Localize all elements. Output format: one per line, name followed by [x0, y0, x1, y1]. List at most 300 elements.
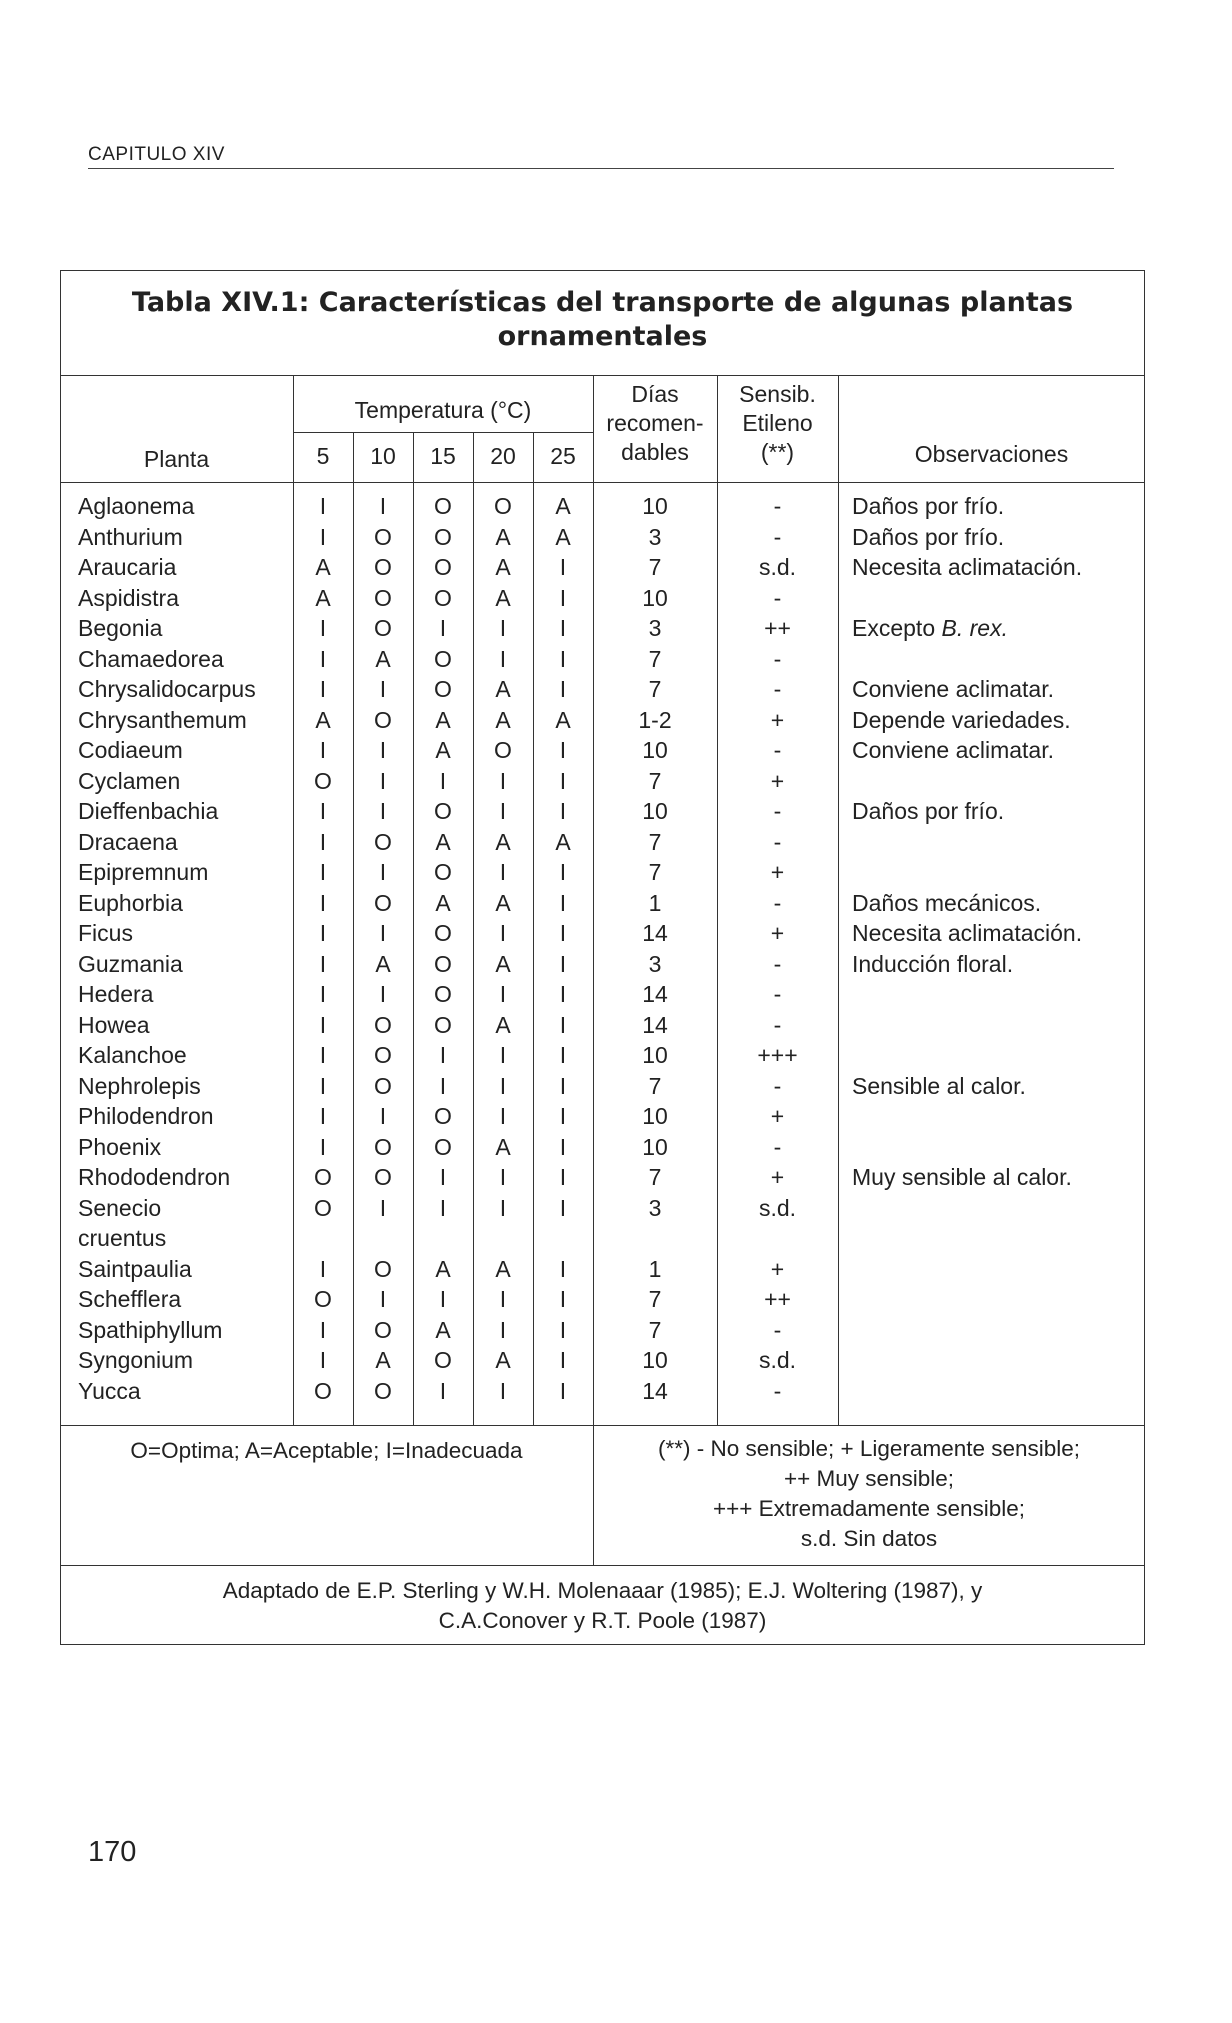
header-ethylene-line3: (**) [760, 439, 795, 465]
plant-name: Philodendron [78, 1103, 214, 1129]
ethylene-cell: + [770, 767, 785, 794]
temp-10-cell: I [379, 859, 387, 885]
temp-subheader-divider [293, 432, 593, 433]
temp-20-cell: I [499, 767, 507, 794]
temp-25-cell: I [559, 1347, 567, 1373]
days-cell: 7 [648, 645, 662, 672]
ethylene-cell [717, 1223, 838, 1254]
temp-15-cell: I [439, 1194, 447, 1221]
ethylene-cell: + [770, 920, 785, 946]
ethylene-cell: - [773, 1377, 782, 1404]
header-temperature: Temperatura (°C) [354, 397, 532, 423]
temp-20-cell: I [499, 1286, 507, 1312]
observation-cell: Conviene aclimatar. [852, 676, 1054, 702]
observation-cell: Necesita aclimatación. [852, 920, 1083, 946]
temp-20-cell: I [499, 1194, 507, 1221]
days-cell [593, 1223, 717, 1254]
ethylene-cell: - [773, 889, 782, 916]
plant-name: Syngonium [78, 1347, 194, 1373]
observation-cell: Inducción floral. [852, 950, 1014, 977]
days-cell: 3 [648, 950, 662, 977]
temp-25-cell: I [559, 1194, 567, 1221]
temp-15-cell: O [434, 981, 452, 1007]
plant-name: Cyclamen [78, 767, 181, 794]
body-divider [60, 1425, 1145, 1426]
temp-20-cell: A [495, 1011, 511, 1038]
temp-10-cell: I [379, 798, 387, 824]
observation-cell [852, 827, 1145, 858]
temp-25-cell: I [559, 1164, 567, 1190]
observation-cell: Daños por frío. [852, 523, 1005, 550]
temp-5-cell: A [315, 706, 331, 733]
legend-right-line4: s.d. Sin datos [800, 1526, 938, 1551]
days-cell: 10 [642, 1347, 668, 1373]
source-note [60, 1576, 1145, 1636]
temp-20-cell: A [495, 950, 511, 977]
ethylene-cell: - [773, 798, 782, 824]
chapter-rule [88, 168, 1114, 169]
temp-5-cell: O [314, 1377, 332, 1404]
temp-15-cell: I [439, 1072, 447, 1099]
temp-10-cell: A [375, 1347, 391, 1373]
ethylene-cell: - [773, 1072, 782, 1099]
temp-10-cell: O [374, 1011, 392, 1038]
plant-name: Hedera [78, 981, 154, 1007]
observation-cell [852, 1132, 1145, 1163]
temp-5-cell: I [319, 920, 327, 946]
temp-20-cell: A [495, 828, 511, 855]
temp-15-cell: I [439, 1042, 447, 1068]
plant-name: cruentus [78, 1225, 167, 1251]
temp-5-cell: I [319, 1133, 327, 1160]
ethylene-cell: - [773, 950, 782, 977]
observation-cell: Sensible al calor. [852, 1072, 1026, 1099]
plant-name: Codiaeum [78, 737, 183, 763]
header-temp-15: 15 [430, 443, 456, 469]
observation-cell [852, 644, 1145, 675]
temp-10-cell: O [374, 615, 392, 641]
observation-cell [852, 766, 1145, 797]
observation-cell [852, 857, 1145, 888]
temp-5-cell: O [314, 1286, 332, 1312]
temp-10-cell: I [379, 1194, 387, 1221]
temp-25-column [533, 491, 593, 1406]
temp-10-cell: I [379, 920, 387, 946]
legend-left: O=Optima; A=Aceptable; I=Inadecuada [130, 1438, 523, 1463]
legend-right-line1: (**) - No sensible; + Ligeramente sensible; [657, 1436, 1081, 1461]
observation-cell [852, 1040, 1145, 1071]
temp-20-cell: A [495, 1255, 511, 1282]
plant-name: Begonia [78, 615, 163, 641]
temp-5-cell: I [319, 523, 327, 550]
observation-cell [852, 1223, 1145, 1254]
observation-cell [852, 1193, 1145, 1224]
temp-20-cell: A [495, 676, 511, 702]
temp-10-cell: I [379, 493, 387, 519]
temp-15-cell: O [434, 676, 452, 702]
temp-10-cell: O [374, 889, 392, 916]
header-temp-25: 25 [550, 443, 576, 469]
header-observations: Observaciones [914, 441, 1069, 467]
days-cell: 10 [642, 1103, 668, 1129]
temp-5-cell: I [319, 493, 327, 519]
header-temp-5: 5 [316, 443, 330, 469]
ethylene-cell: - [773, 1011, 782, 1038]
temp-25-cell: I [559, 1255, 567, 1282]
days-cell: 7 [648, 1286, 662, 1312]
temp-20-cell: I [499, 645, 507, 672]
observation-cell: Muy sensible al calor. [852, 1164, 1072, 1190]
observation-cell: Conviene aclimatar. [852, 737, 1054, 763]
temp-5-cell: I [319, 828, 327, 855]
plant-name: Guzmania [78, 950, 183, 977]
temp-10-cell: O [374, 1255, 392, 1282]
temp-25-cell: I [559, 950, 567, 977]
temp-25-cell: I [559, 767, 567, 794]
temp-20-cell: A [495, 554, 511, 580]
temp-25-cell: I [559, 1042, 567, 1068]
observation-cell: Daños por frío. [852, 798, 1005, 824]
temp-20-column [473, 491, 533, 1406]
table-title [60, 286, 1145, 354]
days-cell: 14 [642, 1377, 668, 1404]
temp-10-cell [353, 1223, 413, 1254]
days-cell: 3 [648, 1194, 662, 1221]
plant-name: Chamaedorea [78, 645, 224, 672]
ethylene-cell: + [770, 1164, 785, 1190]
vline-sens [838, 375, 839, 1425]
ethylene-cell: - [773, 737, 782, 763]
temp-10-cell: O [374, 554, 392, 580]
plant-name: Aspidistra [78, 584, 179, 611]
days-cell: 7 [648, 1072, 662, 1099]
observation-cell: Daños mecánicos. [852, 889, 1042, 916]
days-cell: 1 [648, 1255, 662, 1282]
ethylene-cell: + [770, 859, 785, 885]
source-note-line2: C.A.Conover y R.T. Poole (1987) [438, 1608, 767, 1633]
plant-name: Howea [78, 1011, 150, 1038]
temp-10-cell: A [375, 645, 391, 672]
days-cell: 10 [642, 1133, 668, 1160]
temp-20-cell: I [499, 1164, 507, 1190]
days-column [593, 491, 717, 1406]
temp-10-cell: O [374, 828, 392, 855]
temp-10-cell: I [379, 981, 387, 1007]
observation-cell: Necesita aclimatación. [852, 554, 1083, 580]
observation-cell [852, 979, 1145, 1010]
temp-5-cell: I [319, 615, 327, 641]
legend-right [593, 1434, 1145, 1554]
header-plant: Planta [143, 446, 210, 472]
temp-15-cell: O [434, 523, 452, 550]
temp-15-cell: O [434, 493, 452, 519]
plant-name: Spathiphyllum [78, 1316, 223, 1343]
observation-cell: Daños por frío. [852, 493, 1005, 519]
days-cell: 10 [642, 493, 668, 519]
temp-5-column [293, 491, 353, 1406]
plant-name: Schefflera [78, 1286, 182, 1312]
plant-name: Phoenix [78, 1133, 162, 1160]
temp-15-cell: O [434, 1133, 452, 1160]
plant-name: Saintpaulia [78, 1255, 192, 1282]
days-cell: 14 [642, 981, 668, 1007]
plant-name: Aglaonema [78, 493, 195, 519]
chapter-header: CAPITULO XIV [88, 144, 225, 165]
temp-10-column [353, 491, 413, 1406]
temp-20-cell: I [499, 920, 507, 946]
temp-10-cell: I [379, 767, 387, 794]
temp-5-cell: I [319, 1347, 327, 1373]
temp-25-cell: I [559, 1377, 567, 1404]
plant-name: Epipremnum [78, 859, 209, 885]
temp-15-cell: A [435, 737, 451, 763]
temp-5-cell: A [315, 554, 331, 580]
days-cell: 10 [642, 798, 668, 824]
temp-20-cell: O [494, 737, 512, 763]
ethylene-cell: - [773, 584, 782, 611]
temp-5-cell: I [319, 676, 327, 702]
temp-10-cell: O [374, 1133, 392, 1160]
temp-15-cell: I [439, 615, 447, 641]
temp-5-cell: I [319, 950, 327, 977]
temp-5-cell: O [314, 1164, 332, 1190]
header-temp-10: 10 [370, 443, 396, 469]
temp-15-cell: A [435, 828, 451, 855]
days-cell: 14 [642, 920, 668, 946]
temp-20-cell: A [495, 889, 511, 916]
temp-15-cell: A [435, 706, 451, 733]
temp-20-cell: I [499, 1377, 507, 1404]
table-title-line2: ornamentales [497, 321, 708, 352]
observations-column [852, 491, 1145, 1406]
temp-20-cell: A [495, 1347, 511, 1373]
ethylene-cell: + [770, 1255, 785, 1282]
days-cell: 3 [648, 615, 662, 641]
observation-cell: Depende variedades. [852, 706, 1071, 733]
page-number: 170 [88, 1836, 137, 1868]
legend-right-line2: ++ Muy sensible; [783, 1466, 955, 1491]
observation-cell [852, 583, 1145, 614]
days-cell: 7 [648, 676, 662, 702]
temp-10-cell: O [374, 1072, 392, 1099]
header-temp-20: 20 [490, 443, 516, 469]
temp-5-cell: O [314, 767, 332, 794]
days-cell: 7 [648, 859, 662, 885]
ethylene-cell: - [773, 493, 782, 519]
temp-25-cell: I [559, 859, 567, 885]
temp-25-cell: A [555, 523, 571, 550]
plant-name: Araucaria [78, 554, 177, 580]
temp-10-cell: A [375, 950, 391, 977]
temp-5-cell: I [319, 1103, 327, 1129]
observation-cell [852, 1315, 1145, 1346]
temp-10-cell: O [374, 1164, 392, 1190]
plant-name: Chrysalidocarpus [78, 676, 256, 702]
days-cell: 1 [648, 889, 662, 916]
ethylene-cell: - [773, 645, 782, 672]
header-ethylene-line2: Etileno [742, 410, 813, 436]
temp-25-cell: I [559, 889, 567, 916]
temp-5-cell [293, 1223, 353, 1254]
days-cell: 7 [648, 1316, 662, 1343]
temp-15-cell: O [434, 645, 452, 672]
legend-right-line3: +++ Extremadamente sensible; [712, 1496, 1026, 1521]
temp-5-cell: I [319, 645, 327, 672]
temp-10-cell: I [379, 737, 387, 763]
days-cell: 7 [648, 828, 662, 855]
observation-cell [852, 1254, 1145, 1285]
ethylene-cell: + [770, 706, 785, 733]
temp-15-cell: O [434, 1347, 452, 1373]
temp-15-cell: I [439, 767, 447, 794]
temp-10-cell: O [374, 706, 392, 733]
temp-20-cell: I [499, 859, 507, 885]
ethylene-cell: ++ [764, 1286, 791, 1312]
ethylene-cell: +++ [757, 1042, 798, 1068]
title-divider [60, 375, 1145, 376]
observation-cell [852, 1284, 1145, 1315]
plant-name: Anthurium [78, 523, 183, 550]
observation-cell: Excepto B. rex. [852, 615, 1008, 641]
temp-20-cell: I [499, 1316, 507, 1343]
temp-25-cell: I [559, 1316, 567, 1343]
temp-25-cell: I [559, 981, 567, 1007]
observation-cell [852, 1376, 1145, 1407]
plant-name: Senecio [78, 1194, 162, 1221]
temp-15-cell: O [434, 554, 452, 580]
temp-15-cell: O [434, 584, 452, 611]
ethylene-cell: - [773, 1316, 782, 1343]
header-divider [60, 482, 1145, 483]
ethylene-cell: s.d. [758, 1347, 797, 1373]
plant-name: Dracaena [78, 828, 178, 855]
temp-10-cell: O [374, 584, 392, 611]
header-ethylene [717, 380, 838, 467]
temp-5-cell: I [319, 798, 327, 824]
temp-10-cell: I [379, 1103, 387, 1129]
plant-name: Yucca [78, 1377, 141, 1404]
temp-25-cell: I [559, 1286, 567, 1312]
temp-10-cell: O [374, 1377, 392, 1404]
ethylene-column [717, 491, 838, 1406]
plant-name: Rhododendron [78, 1164, 231, 1190]
temp-5-cell: I [319, 1255, 327, 1282]
ethylene-cell: - [773, 523, 782, 550]
temp-25-cell: A [555, 706, 571, 733]
temp-5-cell: O [314, 1194, 332, 1221]
header-days-line3: dables [621, 439, 689, 465]
header-days-line1: Días [631, 381, 679, 407]
temp-15-cell: O [434, 950, 452, 977]
temp-5-cell: I [319, 889, 327, 916]
temp-25-cell: I [559, 676, 567, 702]
plant-name: Euphorbia [78, 889, 183, 916]
temp-15-cell: O [434, 920, 452, 946]
temp-5-cell: I [319, 737, 327, 763]
days-cell: 3 [648, 523, 662, 550]
header-days [593, 380, 717, 467]
temp-5-cell: I [319, 859, 327, 885]
temp-20-cell: A [495, 1133, 511, 1160]
plant-column [78, 491, 293, 1406]
temp-15-cell [413, 1223, 473, 1254]
temp-25-cell: A [555, 828, 571, 855]
observation-cell [852, 1010, 1145, 1041]
plant-name: Chrysanthemum [78, 706, 247, 733]
plant-name: Nephrolepis [78, 1072, 201, 1099]
temp-20-cell: I [499, 1042, 507, 1068]
temp-5-cell: I [319, 1316, 327, 1343]
temp-10-cell: O [374, 523, 392, 550]
temp-25-cell: I [559, 554, 567, 580]
header-days-line2: recomen- [606, 410, 704, 436]
temp-20-cell: A [495, 706, 511, 733]
temp-10-cell: O [374, 1316, 392, 1343]
ethylene-cell: - [773, 981, 782, 1007]
observation-cell [852, 1345, 1145, 1376]
temp-5-cell: I [319, 1072, 327, 1099]
temp-15-cell: O [434, 1103, 452, 1129]
legend-divider [60, 1565, 1145, 1566]
ethylene-cell: ++ [764, 615, 791, 641]
temp-20-cell: I [499, 1103, 507, 1129]
temp-15-cell: A [435, 1255, 451, 1282]
temp-20-cell: I [499, 981, 507, 1007]
ethylene-cell: + [770, 1103, 785, 1129]
observation-cell [852, 1101, 1145, 1132]
temp-15-cell: O [434, 798, 452, 824]
plant-name: Kalanchoe [78, 1042, 187, 1068]
days-cell: 10 [642, 737, 668, 763]
plant-name: Dieffenbachia [78, 798, 219, 824]
temp-15-cell: A [435, 889, 451, 916]
days-cell: 10 [642, 584, 668, 611]
temp-5-cell: I [319, 1042, 327, 1068]
temp-15-cell: I [439, 1377, 447, 1404]
header-ethylene-line1: Sensib. [739, 381, 816, 407]
temp-25-cell: I [559, 920, 567, 946]
temp-10-cell: I [379, 1286, 387, 1312]
days-cell: 7 [648, 554, 662, 580]
temp-5-cell: I [319, 981, 327, 1007]
temp-20-cell: I [499, 1072, 507, 1099]
temp-25-cell: I [559, 584, 567, 611]
days-cell: 7 [648, 767, 662, 794]
temp-10-cell: O [374, 1042, 392, 1068]
temp-25-cell: I [559, 798, 567, 824]
temp-5-cell: A [315, 584, 331, 611]
plant-name: Ficus [78, 920, 133, 946]
ethylene-cell: s.d. [758, 1194, 797, 1221]
temp-25-cell: I [559, 615, 567, 641]
days-cell: 1-2 [638, 706, 672, 733]
temp-25-cell: A [555, 493, 571, 519]
temp-20-cell: A [495, 523, 511, 550]
temp-20-cell: I [499, 798, 507, 824]
temp-20-cell [473, 1223, 533, 1254]
temp-15-cell: O [434, 859, 452, 885]
table-title-line1: Tabla XIV.1: Características del transporte de algunas plantas [131, 287, 1074, 318]
temp-25-cell: I [559, 1133, 567, 1160]
ethylene-cell: - [773, 676, 782, 702]
temp-5-cell: I [319, 1011, 327, 1038]
temp-15-cell: A [435, 1316, 451, 1343]
ethylene-cell: - [773, 1133, 782, 1160]
ethylene-cell: - [773, 828, 782, 855]
temp-25-cell: I [559, 737, 567, 763]
temp-15-cell: O [434, 1011, 452, 1038]
days-cell: 14 [642, 1011, 668, 1038]
